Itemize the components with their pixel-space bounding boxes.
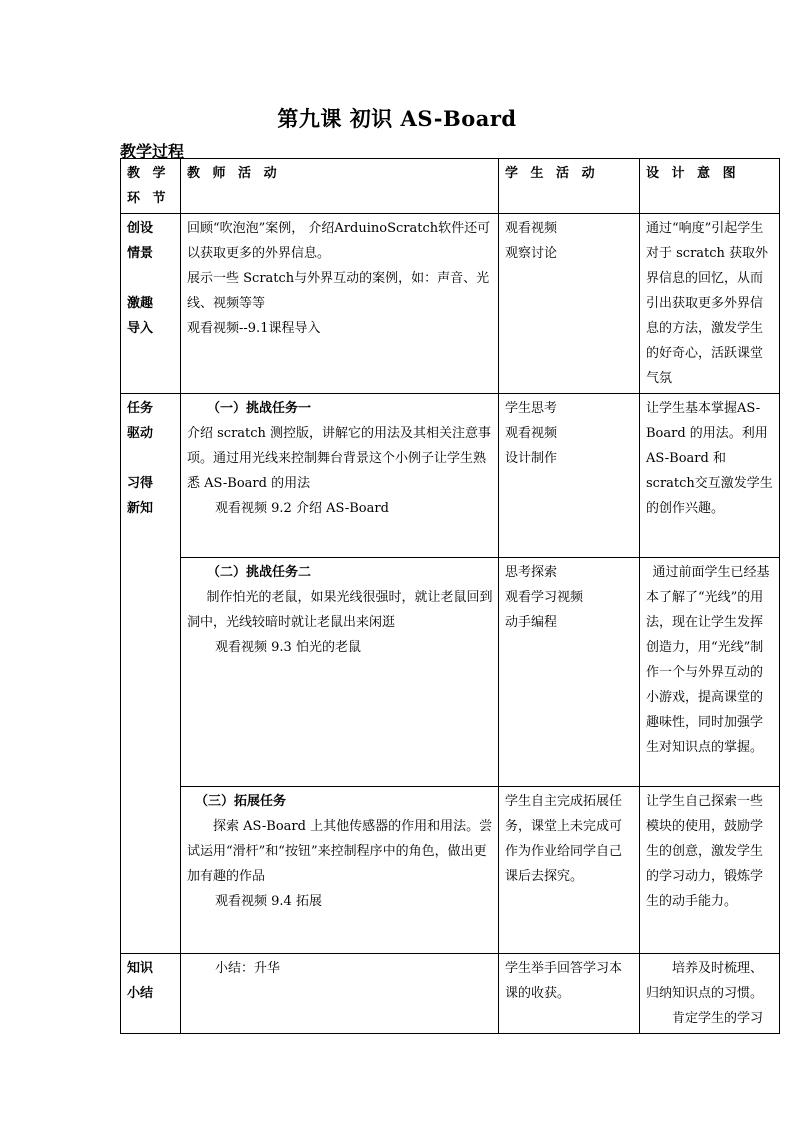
teacher-activity-cell: （一）挑战任务一 介绍 scratch 测控版，讲解它的用法及其相关注意事项。通过用光线来控制舞台背景这个小例子让学生熟悉 AS-Board 的用法 观看视频 9.2 介绍 AS-Board xyxy=(181,394,499,558)
design-intent-cell: 让学生基本掌握AS-Board 的用法。利用 AS-Board 和scratch交互激发学生的创作兴趣。 xyxy=(640,394,780,558)
header-design: 设 计 意 图 xyxy=(640,159,780,214)
student-activity-cell: 学生举手回答学习本课的收获。 xyxy=(499,954,640,1034)
teacher-activity-cell: （三）拓展任务 探索 AS-Board 上其他传感器的作用和用法。尝试运用“滑杆”和“按钮”来控制程序中的角色，做出更加有趣的作品 观看视频 9.4 拓展 xyxy=(181,787,499,954)
header-student: 学 生 活 动 xyxy=(499,159,640,214)
design-intent-cell: 培养及时梳理、归纳知识点的习惯。 肯定学生的学习 xyxy=(640,954,780,1034)
teacher-activity-cell: 回顾“吹泡泡”案例， 介绍ArduinoScratch软件还可以获取更多的外界信息。 展示一些 Scratch与外界互动的案例，如：声音、光线、视频等等 观看视频--9.1课程导入 xyxy=(181,214,499,394)
table-row xyxy=(121,394,780,558)
student-activity-cell: 思考探索 观看学习视频 动手编程 xyxy=(499,558,640,787)
design-intent-cell: 通过前面学生已经基本了解了“光线”的用法，现在让学生发挥创造力，用“光线”制作一个与外界互动的小游戏，提高课堂的趣味性，同时加强学生对知识点的掌握。 xyxy=(640,558,780,787)
design-intent-cell: 通过“响度”引起学生对于 scratch 获取外界信息的回忆，从而引出获取更多外界信息的方法，激发学生的好奇心，活跃课堂气氛 xyxy=(640,214,780,394)
student-activity-cell: 学生自主完成拓展任务，课堂上未完成可作为作业给同学自己课后去探究。 xyxy=(499,787,640,954)
teacher-activity-cell: （二）挑战任务二 制作怕光的老鼠，如果光线很强时，就让老鼠回到洞中，光线较暗时就让老鼠出来闲逛 观看视频 9.3 怕光的老鼠 xyxy=(181,558,499,787)
table-row xyxy=(121,954,780,1034)
teacher-activity-cell: 小结：升华 xyxy=(181,954,499,1034)
student-activity-cell: 学生思考 观看视频 设计制作 xyxy=(499,394,640,558)
stage-cell: 任务 驱动 习得 新知 xyxy=(121,394,181,954)
table-row xyxy=(121,558,780,787)
student-activity-cell: 观看视频 观察讨论 xyxy=(499,214,640,394)
stage-cell: 知识 小结 xyxy=(121,954,181,1034)
page-title: 第九课 初识 AS-Board xyxy=(277,106,517,131)
header-teacher: 教 师 活 动 xyxy=(181,159,499,214)
table-row xyxy=(121,214,780,394)
stage-cell: 创设 情景 激趣 导入 xyxy=(121,214,181,394)
section-heading: 教学过程 xyxy=(120,142,185,161)
table-header-row xyxy=(121,159,780,214)
header-stage: 教 学 环 节 xyxy=(121,159,181,214)
design-intent-cell: 让学生自己探索一些模块的使用，鼓励学生的创意，激发学生的学习动力，锻炼学生的动手能力。 xyxy=(640,787,780,954)
lesson-table xyxy=(120,158,780,1034)
table-row xyxy=(121,787,780,954)
